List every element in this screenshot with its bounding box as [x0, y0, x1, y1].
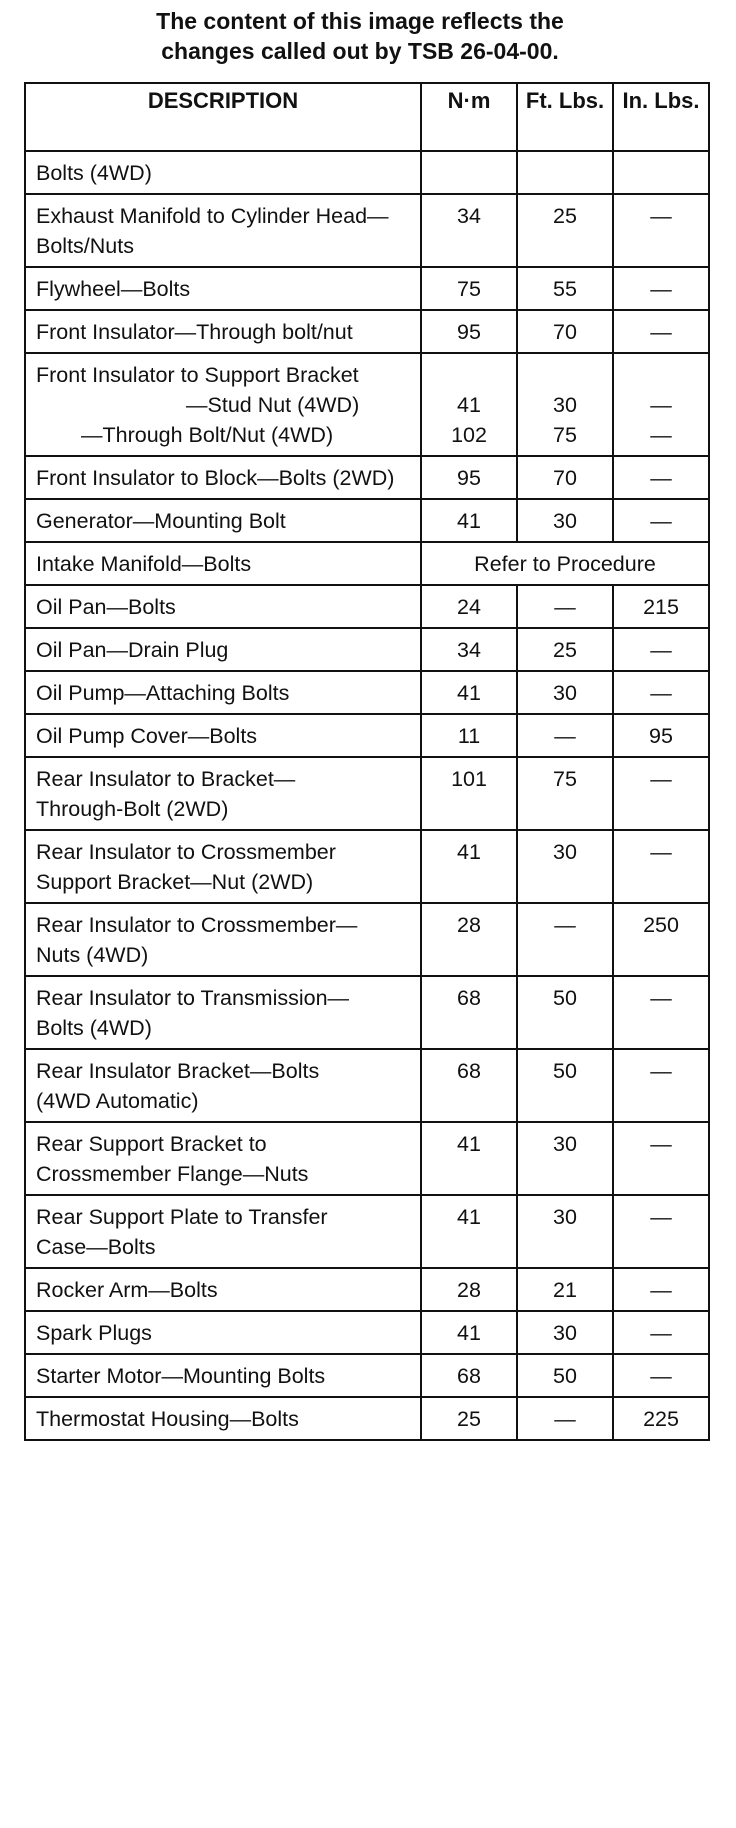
cell-ft-lbs — [517, 499, 613, 542]
cell-in-lbs — [613, 194, 709, 267]
table-row — [25, 499, 709, 542]
cell-in-lbs — [613, 714, 709, 757]
cell-ft-lbs-value: 70 — [553, 466, 577, 490]
cell-in-lbs-value: — — [650, 393, 672, 417]
cell-ft-lbs-value: 25 — [553, 638, 577, 662]
cell-nm — [421, 1354, 517, 1397]
cell-in-lbs-value: — — [650, 638, 672, 662]
cell-nm-value — [426, 158, 512, 188]
cell-in-lbs-value — [618, 158, 704, 188]
cell-ft-lbs-value: 30 — [553, 509, 577, 533]
cell-in-lbs — [613, 830, 709, 903]
cell-in-lbs-value: — — [650, 767, 672, 791]
cell-in-lbs-value: — — [650, 466, 672, 490]
cell-nm-value: 68 — [457, 1059, 481, 1083]
description-line: Rear Insulator to Crossmember— — [36, 913, 358, 937]
cell-ft-lbs-value: — — [554, 724, 576, 748]
cell-ft-lbs-value: 50 — [553, 1364, 577, 1388]
cell-in-lbs — [613, 1268, 709, 1311]
cell-ft-lbs — [517, 194, 613, 267]
cell-ft-lbs-value: 50 — [553, 986, 577, 1010]
cell-nm — [421, 1311, 517, 1354]
cell-in-lbs-value: — — [650, 320, 672, 344]
cell-nm-value: 41 — [457, 509, 481, 533]
cell-description — [25, 151, 421, 194]
cell-nm — [421, 714, 517, 757]
cell-nm-value: 41 — [457, 1205, 481, 1229]
description-line: Front Insulator to Block—Bolts (2WD) — [36, 466, 395, 490]
cell-nm — [421, 456, 517, 499]
torque-spec-table — [24, 82, 710, 1441]
cell-in-lbs — [613, 1195, 709, 1268]
cell-in-lbs — [613, 499, 709, 542]
cell-ft-lbs — [517, 830, 613, 903]
cell-description — [25, 310, 421, 353]
cell-in-lbs-value: — — [650, 986, 672, 1010]
cell-in-lbs — [613, 585, 709, 628]
cell-description — [25, 499, 421, 542]
table-row — [25, 714, 709, 757]
cell-description — [25, 830, 421, 903]
cell-ft-lbs — [517, 714, 613, 757]
cell-ft-lbs-value: 30 — [553, 1205, 577, 1229]
cell-description — [25, 1049, 421, 1122]
cell-ft-lbs — [517, 757, 613, 830]
cell-description — [25, 1354, 421, 1397]
cell-nm-value: 95 — [457, 466, 481, 490]
cell-in-lbs — [613, 976, 709, 1049]
cell-ft-lbs — [517, 151, 613, 194]
cell-in-lbs-value: — — [650, 1278, 672, 1302]
description-line: Front Insulator to Support Bracket — [36, 363, 359, 387]
cell-refer-to-procedure: Refer to Procedure — [421, 542, 709, 585]
cell-in-lbs — [613, 757, 709, 830]
cell-nm-value: 11 — [457, 724, 481, 748]
description-line: Spark Plugs — [36, 1321, 152, 1345]
cell-nm — [421, 267, 517, 310]
cell-ft-lbs-value: 75 — [553, 767, 577, 791]
cell-nm — [421, 757, 517, 830]
cell-ft-lbs — [517, 1122, 613, 1195]
cell-in-lbs — [613, 671, 709, 714]
cell-in-lbs — [613, 267, 709, 310]
description-line: Bolts (4WD) — [36, 161, 152, 185]
description-line: Support Bracket—Nut (2WD) — [36, 870, 314, 894]
cell-in-lbs-value — [618, 360, 704, 390]
cell-nm-value: 25 — [457, 1407, 481, 1431]
table-row — [25, 757, 709, 830]
description-line: Flywheel—Bolts — [36, 277, 191, 301]
cell-nm-value: 95 — [457, 320, 481, 344]
cell-in-lbs — [613, 1122, 709, 1195]
table-row — [25, 267, 709, 310]
cell-nm-value: 24 — [457, 595, 481, 619]
description-line: Rear Support Bracket to — [36, 1132, 267, 1156]
cell-in-lbs — [613, 628, 709, 671]
cell-nm-value — [426, 360, 512, 390]
header-row — [25, 83, 709, 151]
table-row — [25, 585, 709, 628]
description-line: Bolts/Nuts — [36, 234, 134, 258]
table-row — [25, 1195, 709, 1268]
description-line: Rocker Arm—Bolts — [36, 1278, 218, 1302]
cell-description — [25, 353, 421, 456]
cell-nm — [421, 1397, 517, 1440]
cell-in-lbs-value: — — [650, 1059, 672, 1083]
cell-ft-lbs-value: 25 — [553, 204, 577, 228]
cell-ft-lbs — [517, 585, 613, 628]
table-row — [25, 976, 709, 1049]
table-row — [25, 1049, 709, 1122]
cell-description — [25, 671, 421, 714]
description-line: Crossmember Flange—Nuts — [36, 1162, 309, 1186]
cell-ft-lbs — [517, 456, 613, 499]
cell-nm — [421, 903, 517, 976]
table-row — [25, 830, 709, 903]
cell-ft-lbs-value — [522, 158, 608, 188]
cell-nm — [421, 1268, 517, 1311]
table-row — [25, 310, 709, 353]
cell-nm — [421, 310, 517, 353]
cell-nm — [421, 830, 517, 903]
cell-in-lbs-value: — — [650, 1364, 672, 1388]
cell-nm — [421, 353, 517, 456]
cell-nm — [421, 151, 517, 194]
cell-nm-value: 34 — [457, 204, 481, 228]
cell-ft-lbs — [517, 310, 613, 353]
cell-in-lbs-value: — — [650, 277, 672, 301]
cell-description — [25, 194, 421, 267]
cell-nm-value: 41 — [457, 681, 481, 705]
cell-nm-value: 28 — [457, 913, 481, 937]
cell-description — [25, 585, 421, 628]
cell-in-lbs-value: 250 — [643, 913, 679, 937]
cell-ft-lbs-value — [522, 360, 608, 390]
cell-in-lbs — [613, 903, 709, 976]
table-row — [25, 628, 709, 671]
table-row — [25, 903, 709, 976]
cell-description — [25, 1195, 421, 1268]
cell-nm — [421, 499, 517, 542]
cell-in-lbs-value: — — [650, 204, 672, 228]
cell-ft-lbs-value: — — [554, 1407, 576, 1431]
cell-description — [25, 628, 421, 671]
cell-ft-lbs — [517, 1268, 613, 1311]
description-line: Oil Pan—Bolts — [36, 595, 176, 619]
cell-in-lbs — [613, 1311, 709, 1354]
cell-nm — [421, 194, 517, 267]
cell-in-lbs — [613, 1354, 709, 1397]
cell-in-lbs — [613, 1049, 709, 1122]
description-line: Bolts (4WD) — [36, 1016, 152, 1040]
cell-in-lbs-value: 215 — [643, 595, 679, 619]
cell-description — [25, 1311, 421, 1354]
cell-ft-lbs-value: 75 — [553, 423, 577, 447]
cell-description — [25, 757, 421, 830]
cell-description — [25, 267, 421, 310]
tsb-notice — [0, 6, 720, 66]
cell-ft-lbs — [517, 1195, 613, 1268]
cell-nm-value: 41 — [457, 840, 481, 864]
notice-line-1: The content of this image reflects the — [156, 8, 564, 34]
table-body — [25, 151, 709, 1440]
cell-nm-value: 102 — [451, 423, 487, 447]
cell-nm-value: 75 — [457, 277, 481, 301]
description-line: —Stud Nut (4WD) — [186, 393, 360, 417]
table-row — [25, 542, 709, 585]
cell-ft-lbs-value: 30 — [553, 840, 577, 864]
cell-in-lbs-value: 225 — [643, 1407, 679, 1431]
cell-in-lbs-value: 95 — [649, 724, 673, 748]
cell-in-lbs — [613, 151, 709, 194]
cell-nm — [421, 1195, 517, 1268]
cell-in-lbs-value: — — [650, 1321, 672, 1345]
cell-ft-lbs — [517, 976, 613, 1049]
header-in-lbs: In. Lbs. — [613, 83, 709, 151]
description-line: Thermostat Housing—Bolts — [36, 1407, 299, 1431]
table-row — [25, 1122, 709, 1195]
cell-description — [25, 542, 421, 585]
description-line: (4WD Automatic) — [36, 1089, 199, 1113]
table-row — [25, 1268, 709, 1311]
cell-in-lbs-value: — — [650, 423, 672, 447]
table-row — [25, 671, 709, 714]
cell-in-lbs-value: — — [650, 509, 672, 533]
description-line: Rear Support Plate to Transfer — [36, 1205, 328, 1229]
cell-ft-lbs — [517, 267, 613, 310]
cell-nm-value: 41 — [457, 393, 481, 417]
cell-ft-lbs-value: 55 — [553, 277, 577, 301]
cell-nm-value: 68 — [457, 1364, 481, 1388]
cell-ft-lbs-value: 30 — [553, 1132, 577, 1156]
header-description: DESCRIPTION — [25, 83, 421, 151]
cell-description — [25, 456, 421, 499]
cell-ft-lbs — [517, 353, 613, 456]
cell-nm-value: 101 — [451, 767, 487, 791]
description-line: Rear Insulator to Bracket— — [36, 767, 296, 791]
cell-ft-lbs — [517, 1354, 613, 1397]
cell-ft-lbs-value: — — [554, 913, 576, 937]
cell-in-lbs — [613, 456, 709, 499]
cell-nm — [421, 671, 517, 714]
cell-ft-lbs-value: — — [554, 595, 576, 619]
cell-ft-lbs — [517, 1397, 613, 1440]
cell-ft-lbs-value: 30 — [553, 393, 577, 417]
cell-ft-lbs-value: 30 — [553, 681, 577, 705]
cell-ft-lbs-value: 50 — [553, 1059, 577, 1083]
header-ft-lbs: Ft. Lbs. — [517, 83, 613, 151]
description-line: Case—Bolts — [36, 1235, 156, 1259]
notice-line-2: changes called out by TSB 26-04-00. — [161, 38, 559, 64]
description-line: Rear Insulator Bracket—Bolts — [36, 1059, 320, 1083]
cell-nm — [421, 1049, 517, 1122]
cell-ft-lbs — [517, 903, 613, 976]
cell-in-lbs-value: — — [650, 681, 672, 705]
description-line: Nuts (4WD) — [36, 943, 149, 967]
cell-description — [25, 976, 421, 1049]
cell-ft-lbs — [517, 628, 613, 671]
cell-in-lbs-value: — — [650, 1205, 672, 1229]
table-row — [25, 194, 709, 267]
cell-in-lbs-value: — — [650, 1132, 672, 1156]
description-line: —Through Bolt/Nut (4WD) — [81, 423, 334, 447]
cell-description — [25, 1397, 421, 1440]
cell-ft-lbs-value: 21 — [553, 1278, 577, 1302]
description-line: Front Insulator—Through bolt/nut — [36, 320, 353, 344]
cell-in-lbs-value: — — [650, 840, 672, 864]
cell-ft-lbs-value: 30 — [553, 1321, 577, 1345]
cell-description — [25, 1268, 421, 1311]
description-line: Rear Insulator to Transmission— — [36, 986, 350, 1010]
description-line: Intake Manifold—Bolts — [36, 552, 252, 576]
table-row — [25, 1311, 709, 1354]
table-row — [25, 1397, 709, 1440]
cell-nm-value: 41 — [457, 1321, 481, 1345]
cell-nm-value: 28 — [457, 1278, 481, 1302]
cell-nm — [421, 976, 517, 1049]
cell-description — [25, 903, 421, 976]
cell-description — [25, 714, 421, 757]
description-line: Generator—Mounting Bolt — [36, 509, 286, 533]
cell-ft-lbs — [517, 671, 613, 714]
cell-in-lbs — [613, 310, 709, 353]
description-line: Oil Pump—Attaching Bolts — [36, 681, 290, 705]
table-row — [25, 456, 709, 499]
table-row — [25, 1354, 709, 1397]
cell-in-lbs — [613, 353, 709, 456]
cell-nm-value: 41 — [457, 1132, 481, 1156]
description-line: Starter Motor—Mounting Bolts — [36, 1364, 326, 1388]
cell-description — [25, 1122, 421, 1195]
cell-nm — [421, 628, 517, 671]
table-row — [25, 353, 709, 456]
cell-ft-lbs-value: 70 — [553, 320, 577, 344]
header-nm: N·m — [421, 83, 517, 151]
description-line: Through-Bolt (2WD) — [36, 797, 229, 821]
description-line: Oil Pump Cover—Bolts — [36, 724, 258, 748]
cell-nm — [421, 1122, 517, 1195]
description-line: Rear Insulator to Crossmember — [36, 840, 336, 864]
description-line: Oil Pan—Drain Plug — [36, 638, 229, 662]
cell-nm-value: 34 — [457, 638, 481, 662]
cell-in-lbs — [613, 1397, 709, 1440]
cell-ft-lbs — [517, 1311, 613, 1354]
cell-nm-value: 68 — [457, 986, 481, 1010]
cell-ft-lbs — [517, 1049, 613, 1122]
description-line: Exhaust Manifold to Cylinder Head— — [36, 204, 389, 228]
table-row — [25, 151, 709, 194]
cell-nm — [421, 585, 517, 628]
